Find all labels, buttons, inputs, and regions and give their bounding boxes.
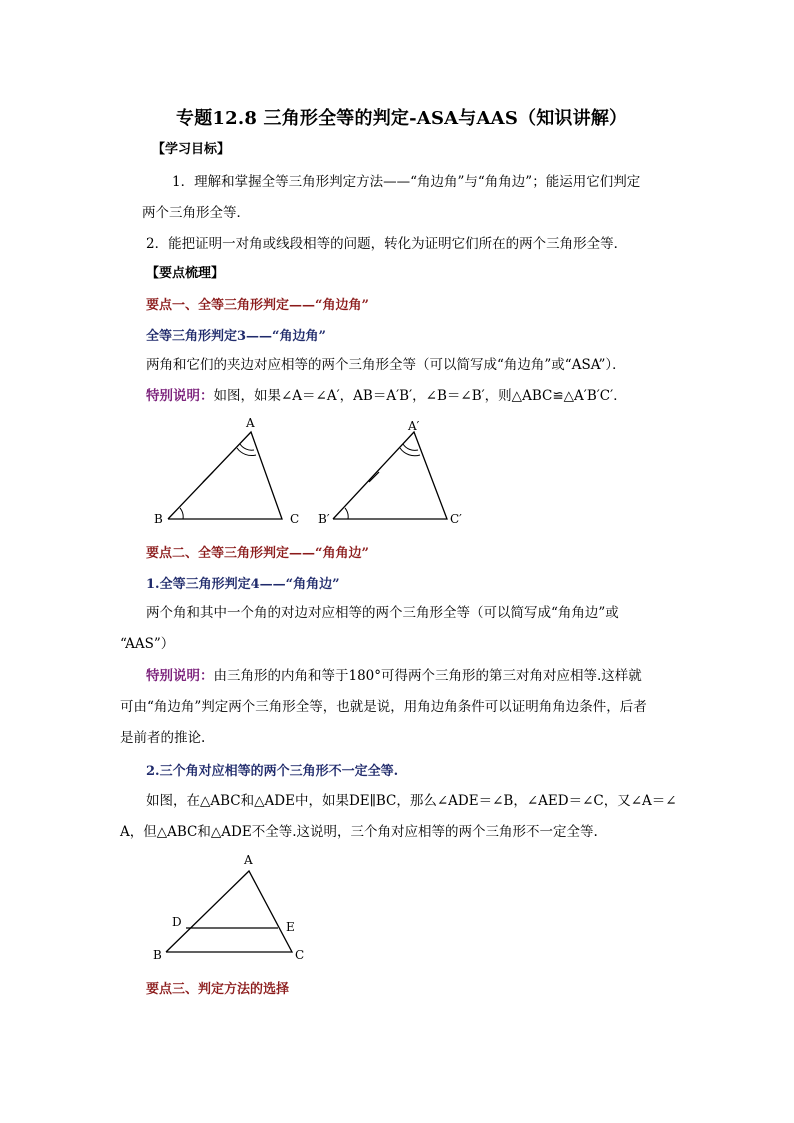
point-2-example-line-1: 如图，在△ABC和△ADE中，如果DE∥BC，那么∠ADE＝∠B，∠AED＝∠C，又∠A＝∠ <box>146 793 677 809</box>
goal-item-1-line-1: 1．理解和掌握全等三角形判定方法——“角边角”与“角角边”；能运用它们判定 <box>172 174 641 190</box>
note-label: 特别说明： <box>146 388 214 404</box>
label-b-prime: B′ <box>318 512 330 526</box>
note-text: 如图，如果∠A＝∠A′，AB＝A′B′，∠B＝∠B′，则△ABC≌△A′B′C′． <box>213 388 627 404</box>
point-1-text: 两角和它们的夹边对应相等的两个三角形全等（可以简写成“角边角”或“ASA”）． <box>146 357 626 373</box>
point-2-sub-2: 2.三个角对应相等的两个三角形不一定全等. <box>146 764 399 779</box>
review-heading: 【要点梳理】 <box>146 266 225 281</box>
angle-arc-b-prime <box>345 508 348 519</box>
point-2-text-line-2: “AAS”） <box>120 636 175 652</box>
figure-similar-triangles <box>153 853 304 962</box>
label-a-prime: A′ <box>408 419 420 433</box>
point-2-example-line-2: A，但△ABC和△ADE不全等.这说明，三个角对应相等的两个三角形不一定全等. <box>120 824 598 840</box>
point-2-sub-1: 1.全等三角形判定4——“角角边” <box>146 577 340 592</box>
triangle-abc <box>154 416 299 526</box>
point-3-heading: 要点三、判定方法的选择 <box>146 982 290 997</box>
point-1-subheading: 全等三角形判定3——“角边角” <box>146 329 327 344</box>
angle-arc-a-prime <box>403 444 418 450</box>
label-e: E <box>286 920 295 934</box>
note-text: 由三角形的内角和等于180°可得两个三角形的第三对角对应相等.这样就 <box>213 668 642 684</box>
point-2-note-line-2: 可由“角边角”判定两个三角形全等，也就是说，用角边角条件可以证明角角边条件，后者 <box>120 699 647 715</box>
note-label: 特别说明： <box>146 668 214 684</box>
label-c: C <box>290 512 300 526</box>
tick-mark <box>369 472 379 482</box>
goal-item-1-line-2: 两个三角形全等． <box>142 205 250 221</box>
label-b: B <box>153 948 162 962</box>
point-2-note-line-3: 是前者的推论. <box>120 730 206 746</box>
label-d: D <box>172 915 182 929</box>
angle-arc-a <box>240 444 254 450</box>
label-a: A <box>246 416 255 430</box>
point-2-text-line-1: 两个角和其中一个角的对边对应相等的两个三角形全等（可以简写成“角角边”或 <box>146 605 619 621</box>
goal-item-2: 2．能把证明一对角或线段相等的问题，转化为证明它们所在的两个三角形全等． <box>146 236 628 252</box>
angle-arc-b <box>180 508 183 519</box>
label-c-prime: C′ <box>450 512 462 526</box>
tick-mark <box>203 472 213 482</box>
point-1-heading: 要点一、全等三角形判定——“角边角” <box>146 298 369 313</box>
goals-heading: 【学习目标】 <box>152 142 231 157</box>
point-2-note-line-1 <box>146 666 642 686</box>
label-c: C <box>295 948 305 962</box>
triangle-abc-prime <box>318 419 462 526</box>
point-2-heading: 要点二、全等三角形判定——“角角边” <box>146 546 369 561</box>
label-a: A <box>244 853 253 867</box>
page-title: 专题12.8 三角形全等的判定-ASA与AAS（知识讲解） <box>176 108 628 129</box>
label-b: B <box>154 512 163 526</box>
